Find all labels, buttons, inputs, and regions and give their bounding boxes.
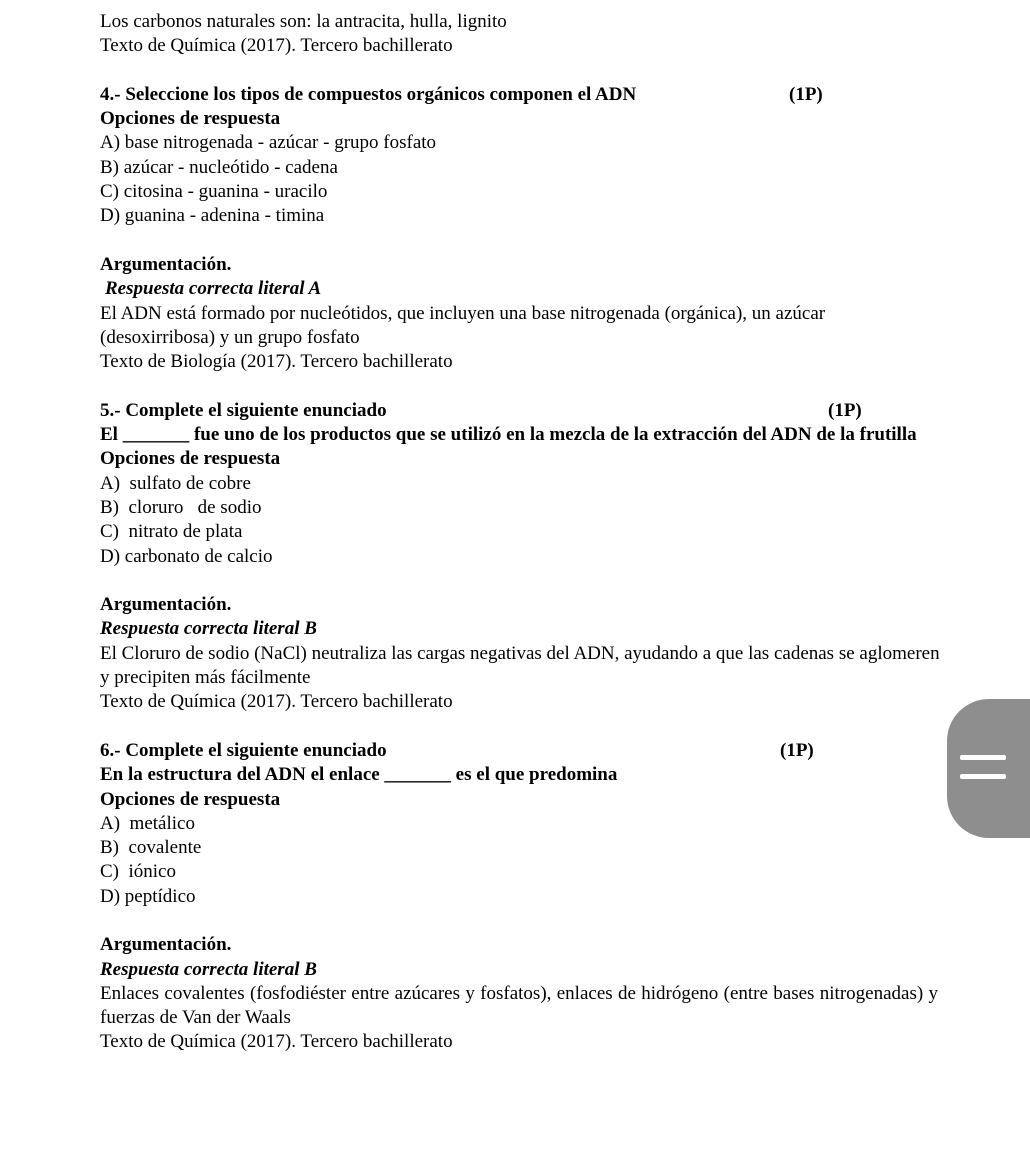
question-title: 4.- Seleccione los tipos de compuestos orgánicos componen el ADN (1P) (100, 83, 938, 107)
question-title: 5.- Complete el siguiente enunciado (1P) (100, 399, 938, 423)
option-c: C) nitrato de plata (100, 521, 243, 543)
question-title: 6.- Complete el siguiente enunciado (1P) (100, 739, 938, 763)
options-label: Opciones de respuesta (100, 448, 281, 470)
source: Texto de Biología (2017). Tercero bachillerato (100, 351, 453, 373)
correct-answer: Respuesta correcta literal A (105, 278, 322, 300)
option-d: D) guanina - adenina - timina (100, 205, 325, 227)
option-c: C) iónico (100, 861, 176, 883)
option-b: B) cloruro de sodio (100, 496, 262, 518)
document-page (100, 10, 938, 1055)
option-b: B) covalente (100, 837, 202, 859)
source: Texto de Química (2017). Tercero bachillerato (100, 1031, 453, 1053)
options-label: Opciones de respuesta (100, 788, 281, 810)
question-statement: El _______ fue uno de los productos que se utilizó en la mezcla de la extracción del ADN de la frutilla (100, 424, 917, 446)
question-points: (1P) (789, 83, 823, 105)
intro-text: Los carbonos naturales son: la antracita, hulla, lignito (100, 11, 507, 32)
correct-answer: Respuesta correcta literal B (100, 958, 317, 980)
argument-label: Argumentación. (100, 594, 232, 616)
question-4 (100, 83, 938, 375)
explanation: El ADN está formado por nucleótidos, que incluyen una base nitrogenada (orgánica), un azúcar (desoxirribosa) y un grupo fosfato (100, 302, 826, 348)
option-c: C) citosina - guanina - uracilo (100, 181, 328, 203)
option-a: A) metálico (100, 812, 195, 834)
explanation: Enlaces covalentes (fosfodiéster entre azúcares y fosfatos), enlaces de hidrógeno (entre bases nitrogenadas) y fuerzas de Van der Waals (100, 982, 938, 1029)
floating-drag-handle[interactable] (947, 699, 1030, 838)
option-d: D) peptídico (100, 885, 196, 907)
intro-source: Texto de Química (2017). Tercero bachillerato (100, 35, 453, 57)
source: Texto de Química (2017). Tercero bachillerato (100, 691, 453, 713)
option-b: B) azúcar - nucleótido - cadena (100, 156, 338, 178)
correct-answer: Respuesta correcta literal B (100, 618, 317, 640)
explanation: El Cloruro de sodio (NaCl) neutraliza las cargas negativas del ADN, ayudando a que las cadenas se aglomeren y precipiten más fácilmente (100, 642, 940, 689)
question-points: (1P) (828, 399, 862, 421)
question-6 (100, 739, 938, 1055)
option-a: A) sulfato de cobre (100, 472, 251, 494)
option-a: A) base nitrogenada - azúcar - grupo fosfato (100, 132, 437, 154)
question-5 (100, 399, 938, 715)
question-statement: En la estructura del ADN el enlace _______ es el que predomina (100, 764, 618, 786)
option-d: D) carbonato de calcio (100, 545, 273, 567)
question-points: (1P) (780, 739, 814, 761)
argument-label: Argumentación. (100, 934, 232, 956)
options-label: Opciones de respuesta (100, 108, 281, 130)
argument-label: Argumentación. (100, 253, 232, 275)
